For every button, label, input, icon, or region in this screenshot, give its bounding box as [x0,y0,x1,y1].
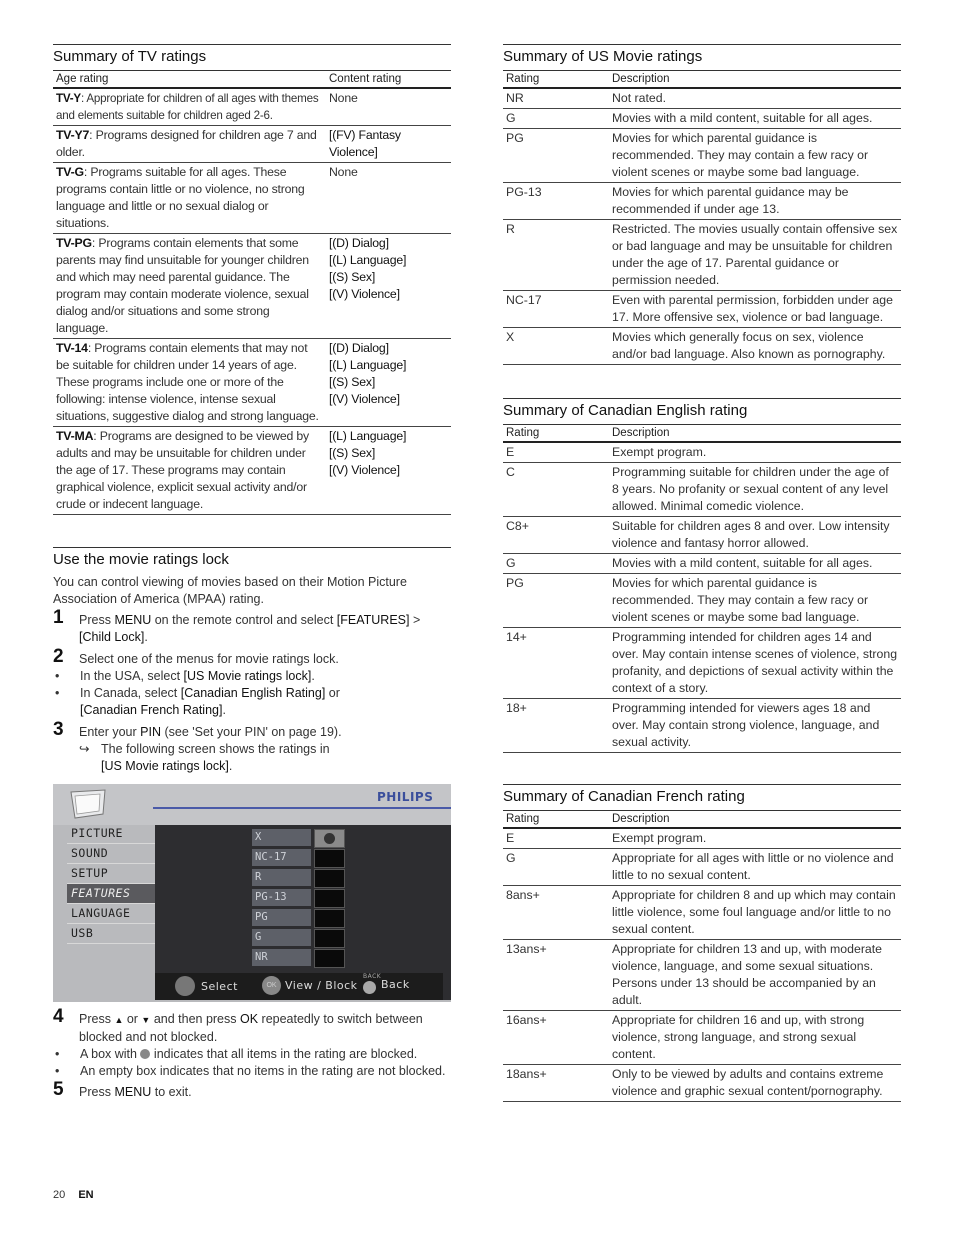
back-small-label: BACK [363,973,382,980]
step-2-bullet-canada: • In Canada, select [Canadian English Rating] or [Canadian French Rating]. [55,686,340,717]
rating-cell: E [503,442,609,463]
description-cell: Movies which generally focus on sex, violence and/or bad language. Also known as pornography. [609,328,901,365]
header-line [153,807,451,809]
step-number: 4 [53,1006,64,1027]
description-cell: Appropriate for children 8 and up which may contain little violence, some foul language and/or little to no sexual content. [609,886,901,940]
content-item: [(S) Sex] [329,270,376,284]
lock-icon [140,1049,150,1059]
tv-icon [67,788,109,822]
tv-rating-item[interactable]: G [252,929,311,948]
age-rating-cell [53,163,326,234]
content-rating-cell [326,88,451,126]
empty-box[interactable] [314,849,345,868]
tv-menu-item-usb[interactable]: USB [67,924,157,944]
description-cell: Movies for which parental guidance is recommended. They may contain a few racy or violent scenes or maybe some bad language. [609,574,901,628]
ca-english-title: Summary of Canadian English rating [503,398,901,424]
us-movie-body [503,88,901,365]
step-3: 3 Enter your PIN (see 'Set your PIN' on page 19). [53,719,342,740]
description-cell: Appropriate for children 16 and up, with strong violence, strong language, and strong sexual content. [609,1011,901,1065]
content-item: [(V) Violence] [329,392,400,406]
tv-rating-item[interactable]: NC-17 [252,849,311,868]
column-header: Description [609,811,901,829]
content-item: [(D) Dialog] [329,341,389,355]
tv-menu-item-setup[interactable]: SETUP [67,864,157,884]
step-2: 2 Select one of the menus for movie ratings lock. [53,646,339,667]
table-row [503,183,901,220]
rating-description: : Programs designed for children age 7 and older. [56,128,317,159]
tv-rating-item[interactable]: NR [252,949,311,968]
table-row [503,628,901,699]
table-row [503,574,901,628]
table-row [503,220,901,291]
key-menu: MENU [114,1085,152,1099]
table-row [503,886,901,940]
step-number: 1 [53,607,64,628]
rating-code: TV-Y7 [56,128,90,142]
left-column-lower [53,1006,451,1101]
table-row [503,517,901,554]
tv-rating-item[interactable]: PG-13 [252,889,311,908]
description-cell: Exempt program. [609,442,901,463]
description-cell: Programming suitable for children under the age of 8 years. No profanity or sexual content of any level allowed. Minimal comedic violence. [609,463,901,517]
menu-child-lock: [Child Lock] [79,630,145,644]
table-row [503,442,901,463]
empty-box[interactable] [314,949,345,968]
rating-description: : Programs are designed to be viewed by adults and may be unsuitable for children under the age of 17. These programs may contain graphical violence, explicit sexual activity and/or crude or indecent language. [56,429,309,511]
description-cell: Exempt program. [609,828,901,849]
column-header: Content rating [326,71,451,89]
ca-english-table [503,424,901,753]
table-row [503,828,901,849]
table-row [503,1011,901,1065]
content-item: None [329,91,358,105]
rating-cell: 18ans+ [503,1065,609,1102]
empty-box[interactable] [314,909,345,928]
age-rating-cell [53,126,326,163]
content-rating-cell [326,339,451,427]
column-header: Rating [503,811,609,829]
rating-cell: NC-17 [503,291,609,328]
step-4-bullet-empty: • An empty box indicates that no items in the rating are not blocked. [55,1064,446,1078]
step-4: 4 Press ▲ or ▼ and then press OK repeatedly to switch between blocked and not blocked. [53,1006,423,1044]
column-header: Rating [503,425,609,443]
rating-cell: G [503,849,609,886]
lock-title: Use the movie ratings lock [53,547,451,573]
up-arrow-icon: ▲ [114,1015,124,1025]
ca-french-table [503,810,901,1102]
step-5: 5 Press MENU to exit. [53,1079,192,1100]
rating-cell: 8ans+ [503,886,609,940]
ca-english-body [503,442,901,753]
content-rating-cell [326,163,451,234]
table-row [53,163,451,234]
tv-rating-item[interactable]: PG [252,909,311,928]
left-column [53,44,451,775]
empty-box[interactable] [314,869,345,888]
ok-button-icon: OK [262,976,281,995]
table-row [53,126,451,163]
rating-cell: C [503,463,609,517]
content-rating-cell [326,126,451,163]
rating-cell: PG [503,574,609,628]
step-3-result: ↪ The following screen shows the ratings in [US Movie ratings lock]. [79,742,330,773]
description-cell: Restricted. The movies usually contain offensive sex or bad language and may be unsuitable for children under the age of 17. Parental guidance or permission needed. [609,220,901,291]
step-1: 1 Press MENU on the remote control and select [FEATURES] > [Child Lock]. [53,607,421,644]
ca-french-title: Summary of Canadian French rating [503,784,901,810]
table-row [503,328,901,365]
language-code: EN [78,1189,94,1201]
table-row [53,427,451,515]
rating-code: TV-G [56,165,84,179]
column-header: Rating [503,71,609,89]
rating-code: TV-MA [56,429,94,443]
rating-cell: 16ans+ [503,1011,609,1065]
rating-cell: G [503,109,609,129]
description-cell: Movies with a mild content, suitable for all ages. [609,554,901,574]
table-row [503,88,901,109]
tv-menu-item-language[interactable]: LANGUAGE [67,904,157,924]
rating-cell: G [503,554,609,574]
key-ok: OK [240,1012,259,1026]
description-cell: Suitable for children ages 8 and over. Low intensity violence and fantasy horror allowed. [609,517,901,554]
content-item: None [329,165,358,179]
description-cell: Programming intended for children ages 14 and over. May contain intense scenes of violence, strong profanity, and depictions of sexual activity within the context of a story. [609,628,901,699]
empty-box[interactable] [314,929,345,948]
lock-intro: You can control viewing of movies based on their Motion Picture Association of America (MPAA) rating. [53,575,407,606]
content-item: [(L) Language] [329,358,407,372]
tv-ratings-title: Summary of TV ratings [53,44,451,70]
rating-cell: 14+ [503,628,609,699]
right-column [503,44,901,1102]
rating-cell: PG-13 [503,183,609,220]
table-row [503,554,901,574]
table-row [53,234,451,339]
us-movie-table [503,70,901,365]
footer-back: Back [381,978,410,991]
description-cell: Movies with a mild content, suitable for all ages. [609,109,901,129]
rating-cell: NR [503,88,609,109]
footer-select: Select [201,980,238,993]
tv-menu-item-features[interactable]: FEATURES [67,884,157,904]
table-row [503,129,901,183]
us-movie-title: Summary of US Movie ratings [503,44,901,70]
content-item: [(L) Language] [329,429,407,443]
table-row [503,1065,901,1102]
tv-menu-item-picture[interactable]: PICTURE [67,824,157,844]
description-cell: Movies for which parental guidance may be recommended if under age 13. [609,183,901,220]
content-item: [(V) Violence] [329,287,400,301]
rating-code: TV-Y [56,92,81,105]
tv-rating-item[interactable]: R [252,869,311,888]
rating-cell: PG [503,129,609,183]
description-cell: Appropriate for children 13 and up, with moderate violence, language, and some sexual situations. Persons under 13 should be accompanied by an adult. [609,940,901,1011]
menu-features: [FEATURES] [336,613,410,627]
rating-description: : Appropriate for children of all ages with themes and elements suitable for children aged 2-6. [56,92,319,122]
page-footer [53,1189,94,1201]
table-row [53,88,451,126]
description-cell: Even with parental permission, forbidden under age 17. More offensive sex, violence or bad language. [609,291,901,328]
rating-code: TV-PG [56,236,92,250]
empty-box[interactable] [314,889,345,908]
rating-description: : Programs suitable for all ages. These programs contain little or no violence, no strong language and little or no sexual dialog or situations. [56,165,305,230]
rating-description: : Programs contain elements that may not be suitable for children under 14 years of age. These programs include one or more of the following: intense violence, intense sexual situations, suggestive dialog and strong language. [56,341,319,423]
page-number: 20 [53,1189,66,1201]
description-cell: Not rated. [609,88,901,109]
table-row [503,699,901,753]
dpad-icon [175,976,195,996]
content-item: [(S) Sex] [329,375,376,389]
tv-ratings-body [53,88,451,515]
back-button-icon [363,981,376,994]
description-cell: Only to be viewed by adults and contains extreme violence and graphic sexual content/pornography. [609,1065,901,1102]
step-4-bullet-lock: • A box with indicates that all items in the rating are blocked. [55,1047,418,1061]
age-rating-cell [53,427,326,515]
description-cell: Programming intended for viewers ages 18 and over. May contain strong violence, language, and sexual activity. [609,699,901,753]
rating-code: TV-14 [56,341,88,355]
rating-cell: 18+ [503,699,609,753]
table-row [503,463,901,517]
content-item: [(V) Violence] [329,463,400,477]
lock-box-icon[interactable] [314,829,345,848]
age-rating-cell [53,88,326,126]
tv-rating-item[interactable]: X [252,829,311,848]
content-item: [(D) Dialog] [329,236,389,250]
step-number: 3 [53,719,64,740]
table-row [503,291,901,328]
padlock-icon [324,833,335,844]
content-item: [(L) Language] [329,253,407,267]
table-row [503,940,901,1011]
tv-footer-bar [155,973,443,1000]
content-item: [(S) Sex] [329,446,376,460]
key-pin: PIN [140,725,161,739]
rating-cell: C8+ [503,517,609,554]
rating-cell: X [503,328,609,365]
rating-cell: R [503,220,609,291]
age-rating-cell [53,339,326,427]
rating-cell: 13ans+ [503,940,609,1011]
down-arrow-icon: ▼ [141,1015,151,1025]
age-rating-cell [53,234,326,339]
table-row [503,849,901,886]
step-number: 5 [53,1079,64,1100]
key-menu: MENU [114,613,152,627]
column-header: Description [609,425,901,443]
result-arrow-icon: ↪ [79,742,90,756]
rating-description: : Programs contain elements that some parents may find unsuitable for younger children and which may need parental guidance. The program may contain moderate violence, sexual dialog and/or situations and some strong language. [56,236,309,335]
content-rating-cell [326,234,451,339]
content-rating-cell [326,427,451,515]
philips-logo: PHILIPS [377,790,434,804]
ca-french-body [503,828,901,1102]
footer-view-block: View / Block [285,979,358,992]
column-header: Description [609,71,901,89]
rating-cell: E [503,828,609,849]
content-item: [(FV) Fantasy Violence] [329,128,401,159]
tv-menu-screenshot [53,784,451,1002]
tv-menu-item-sound[interactable]: SOUND [67,844,157,864]
tv-ratings-table [53,70,451,515]
step-2-bullet-usa: • In the USA, select [US Movie ratings lock]. [55,669,315,683]
description-cell: Movies for which parental guidance is recommended. They may contain a few racy or violent scenes or maybe some bad language. [609,129,901,183]
step-number: 2 [53,646,64,667]
table-row [503,109,901,129]
description-cell: Appropriate for all ages with little or no violence and little to no sexual content. [609,849,901,886]
table-row [53,339,451,427]
column-header: Age rating [53,71,326,89]
